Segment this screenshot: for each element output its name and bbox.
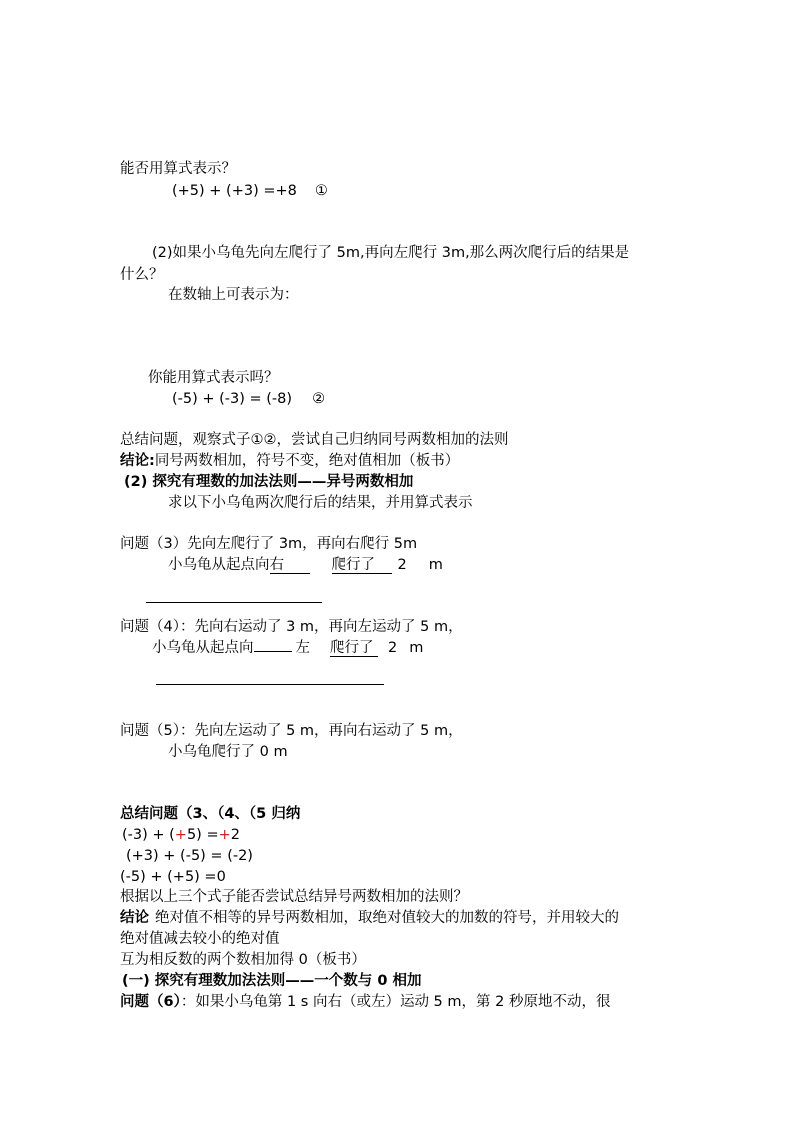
problem-4-verb: 爬行了	[330, 640, 378, 657]
section-2-title: (2) 探究有理数的加法法则——异号两数相加	[124, 474, 414, 490]
problem-4-value: 2	[388, 640, 398, 656]
equation-2-marker: ②	[312, 391, 326, 407]
problem-4-unit: m	[409, 640, 424, 656]
problem-2-line-1: (2)如果小乌龟先向左爬行了 5m,再向左爬行 3m,那么两次爬行后的结果是	[152, 245, 630, 261]
equation-1	[172, 182, 328, 200]
conclusion-2-label: 结论	[120, 910, 149, 926]
problem-4-answer	[152, 639, 423, 657]
problem-6-label: 问题（6）	[120, 994, 181, 1010]
problem-2-line-2: 什么？	[120, 267, 164, 283]
section-3-title: (一) 探究有理数加法法则——一个数与 0 相加	[122, 973, 422, 989]
equation-a-middle: 5) =	[186, 827, 219, 843]
problem-6-text: ：如果小乌龟第 1 s 向右（或左）运动 5 m，第 2 秒原地不动，很	[180, 994, 611, 1010]
problem-4-question: 问题（4）：先向右运动了 3 m，再向左运动了 5 m，	[120, 619, 463, 635]
equation-2-text: (-5) + (-3) = (-8)	[172, 391, 293, 407]
equation-1-text: (+5) + (+3) =+8	[172, 183, 297, 199]
number-line-prompt: 在数轴上可表示为：	[168, 287, 299, 303]
problem-3-answer-prefix: 小乌龟从起点向	[168, 557, 270, 573]
conclusion-2-line-2: 绝对值减去较小的绝对值	[120, 931, 280, 947]
answer-line-3	[146, 602, 322, 603]
equation-a	[122, 826, 240, 844]
conclusion-2	[120, 909, 619, 927]
answer-line-4	[156, 684, 384, 685]
equation-1-marker: ①	[314, 183, 328, 199]
problem-3-direction: 右	[270, 557, 310, 574]
problem-4-direction: 左	[295, 640, 310, 656]
equation-a-result-sign: +	[218, 827, 231, 843]
conclusion-1-label: 结论:	[120, 453, 155, 469]
problem-3-answer	[168, 556, 443, 574]
problem-5-question: 问题（5）：先向左运动了 5 m，再向右运动了 5 m，	[120, 723, 463, 739]
conclusion-1-text: 同号两数相加，符号不变，绝对值相加（板书）	[154, 453, 460, 469]
problem-3-value: 2	[397, 557, 407, 573]
equation-a-sign: +	[174, 827, 187, 843]
problem-4-answer-prefix: 小乌龟从起点向	[152, 640, 254, 656]
problem-3-unit: m	[428, 557, 443, 573]
conclusion-2-line-1: 绝对值不相等的异号两数相加，取绝对值较大的加数的符号，并用较大的	[155, 910, 619, 926]
expression-prompt: 你能用算式表示吗？	[148, 370, 279, 386]
equation-b: (+3) + (-5) = (-2)	[126, 848, 253, 864]
problem-6	[120, 993, 610, 1011]
question-text: 能否用算式表示？	[120, 161, 236, 177]
opposite-numbers-rule: 互为相反数的两个数相加得 0（板书）	[120, 952, 366, 968]
conclusion-1	[120, 452, 459, 470]
problem-3-question: 问题（3）先向左爬行了 3m，再向右爬行 5m	[120, 536, 418, 552]
equation-2	[172, 390, 325, 408]
summary-2-title: 总结问题（3、（4、（5 归纳	[120, 806, 301, 822]
equation-a-left: (-3) + (	[122, 827, 175, 843]
summary-2-prompt: 根据以上三个式子能否尝试总结异号两数相加的法则？	[120, 889, 468, 905]
section-2-instruction: 求以下小乌龟两次爬行后的结果，并用算式表示	[168, 495, 473, 511]
equation-c: (-5) + (+5) =0	[120, 869, 226, 885]
problem-5-answer: 小乌龟爬行了 0 m	[168, 744, 288, 760]
equation-a-result: 2	[230, 827, 240, 843]
problem-3-verb: 爬行了	[332, 557, 392, 574]
summary-1-text: 总结问题，观察式子①②，尝试自己归纳同号两数相加的法则	[120, 432, 509, 448]
